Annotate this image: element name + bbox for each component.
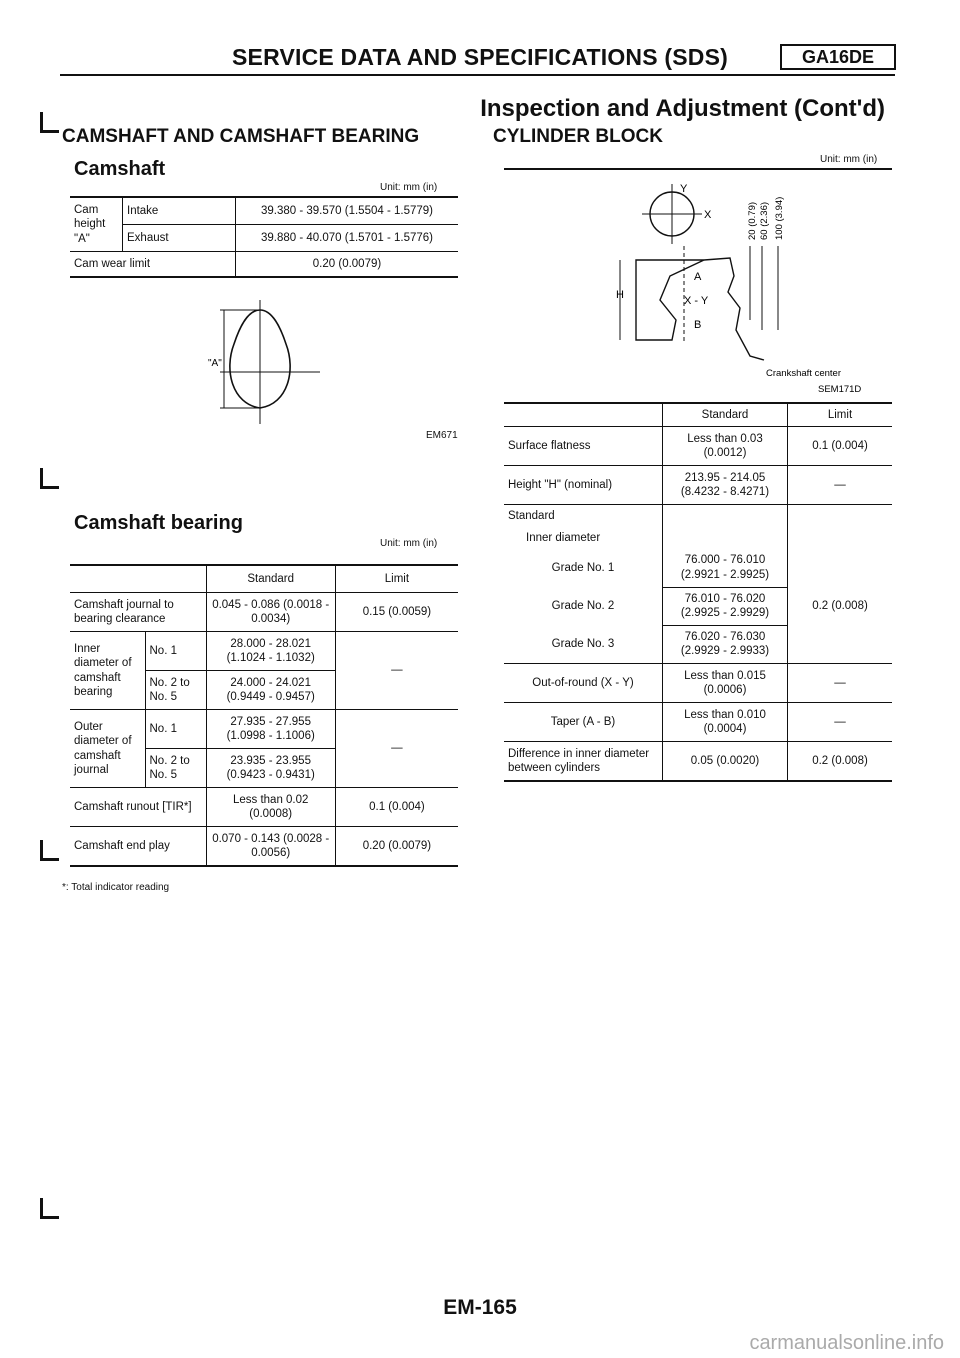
camshaft-title: Camshaft bbox=[74, 158, 166, 180]
grade2-label: Grade No. 2 bbox=[551, 599, 615, 612]
block-col-standard: Standard bbox=[663, 403, 788, 427]
label-crankshaft-center: Crankshaft center bbox=[766, 368, 841, 379]
out-of-round-std: Less than 0.015 (0.0006) bbox=[663, 664, 788, 703]
endplay-std: 0.070 - 0.143 (0.0028 - 0.0056) bbox=[206, 827, 335, 867]
endplay-limit: 0.20 (0.0079) bbox=[335, 827, 458, 867]
outer-limit: — bbox=[335, 710, 458, 788]
corner-mark bbox=[40, 840, 59, 861]
outer-no2-std: 23.935 - 23.955 (0.9423 - 0.9431) bbox=[206, 749, 335, 788]
wear-value: 0.20 (0.0079) bbox=[236, 252, 459, 278]
wear-label: Cam wear limit bbox=[74, 257, 151, 270]
header-rule bbox=[60, 74, 895, 76]
grade-limit: 0.2 (0.008) bbox=[788, 549, 893, 664]
corner-mark bbox=[40, 1198, 59, 1219]
outer-diam-label: Outer diameter of camshaft journal bbox=[70, 710, 145, 788]
runout-label: Camshaft runout [TIR*] bbox=[74, 800, 192, 813]
inner-limit: — bbox=[335, 632, 458, 710]
corner-mark bbox=[40, 468, 59, 489]
taper-limit: — bbox=[788, 703, 893, 742]
inner-diam-label: Inner diameter of camshaft bearing bbox=[70, 632, 145, 710]
grade3-label: Grade No. 3 bbox=[551, 637, 615, 650]
out-of-round-label: Out-of-round (X - Y) bbox=[532, 676, 634, 689]
page-number: EM-165 bbox=[443, 1296, 517, 1319]
flatness-std: Less than 0.03 (0.0012) bbox=[663, 427, 788, 466]
footnote: *: Total indicator reading bbox=[62, 882, 170, 893]
figure-code: SEM171D bbox=[818, 384, 862, 395]
page-subtitle: Inspection and Adjustment (Cont'd) bbox=[480, 95, 885, 122]
section-title-camshaft: CAMSHAFT AND CAMSHAFT BEARING bbox=[62, 126, 420, 147]
bore-wall bbox=[704, 258, 764, 360]
runout-limit: 0.1 (0.004) bbox=[335, 788, 458, 827]
height-label: Height "H" (nominal) bbox=[508, 478, 613, 491]
inner-no1-label: No. 1 bbox=[145, 632, 206, 671]
page-header-title: SERVICE DATA AND SPECIFICATIONS (SDS) bbox=[232, 44, 728, 70]
flatness-limit: 0.1 (0.004) bbox=[788, 427, 893, 466]
cylinder-block-diagram bbox=[600, 180, 900, 395]
bearing-col-limit: Limit bbox=[335, 565, 458, 593]
endplay-label: Camshaft end play bbox=[74, 839, 170, 852]
cylinder-block-table bbox=[504, 402, 892, 782]
watermark: carmanualsonline.info bbox=[749, 1332, 944, 1354]
intake-value: 39.380 - 39.570 (1.5504 - 1.5779) bbox=[236, 197, 459, 225]
camshaft-unit: Unit: mm (in) bbox=[380, 182, 438, 193]
label-h: H bbox=[616, 289, 624, 301]
grade1-label: Grade No. 1 bbox=[551, 561, 615, 574]
exhaust-value: 39.880 - 40.070 (1.5701 - 1.5776) bbox=[236, 225, 459, 252]
label-y: Y bbox=[680, 183, 688, 195]
taper-std: Less than 0.010 (0.0004) bbox=[663, 703, 788, 742]
grade3-std: 76.020 - 76.030 (2.9929 - 2.9933) bbox=[663, 625, 788, 664]
journal-std: 0.045 - 0.086 (0.0018 - 0.0034) bbox=[206, 593, 335, 632]
journal-label: Camshaft journal to bearing clearance bbox=[74, 598, 174, 625]
bearing-table bbox=[70, 564, 458, 867]
outer-no1-std: 27.935 - 27.955 (1.0998 - 1.1006) bbox=[206, 710, 335, 749]
cam-a-label: "A" bbox=[208, 358, 222, 369]
intake-label: Intake bbox=[123, 197, 236, 225]
label-a: A bbox=[694, 271, 702, 283]
grade1-std: 76.000 - 76.010 (2.9921 - 2.9925) bbox=[663, 549, 788, 587]
out-of-round-limit: — bbox=[788, 664, 893, 703]
difference-std: 0.05 (0.0020) bbox=[663, 742, 788, 782]
outer-no2-label: No. 2 to No. 5 bbox=[145, 749, 206, 788]
difference-label: Difference in inner diameter between cylinders bbox=[508, 747, 650, 774]
dim-60: 60 (2.36) bbox=[759, 201, 770, 240]
runout-std: Less than 0.02 (0.0008) bbox=[206, 788, 335, 827]
height-limit: — bbox=[788, 466, 893, 505]
block-col-limit: Limit bbox=[788, 403, 893, 427]
cam-lobe-diagram bbox=[190, 296, 340, 426]
label-b: B bbox=[694, 319, 702, 331]
label-xy: X - Y bbox=[684, 295, 709, 307]
flatness-label: Surface flatness bbox=[508, 439, 591, 452]
bearing-title: Camshaft bearing bbox=[74, 512, 243, 534]
exhaust-label: Exhaust bbox=[123, 225, 236, 252]
cam-height-label: Cam height "A" bbox=[74, 203, 106, 245]
section-title-cylinder-block: CYLINDER BLOCK bbox=[493, 126, 663, 147]
camshaft-table bbox=[70, 196, 458, 278]
outer-no1-label: No. 1 bbox=[145, 710, 206, 749]
standard-label: Standard bbox=[508, 509, 555, 522]
grade2-std: 76.010 - 76.020 (2.9925 - 2.9929) bbox=[663, 587, 788, 625]
dim-100: 100 (3.94) bbox=[774, 196, 785, 240]
taper-label: Taper (A - B) bbox=[550, 715, 616, 728]
height-std: 213.95 - 214.05 (8.4232 - 8.4271) bbox=[663, 466, 788, 505]
dim-20: 20 (0.79) bbox=[747, 201, 758, 240]
block-unit: Unit: mm (in) bbox=[820, 154, 878, 165]
camshaft-figure-code: EM671 bbox=[426, 430, 458, 441]
label-x: X bbox=[704, 209, 712, 221]
inner-diameter-label: Inner diameter bbox=[526, 531, 601, 544]
engine-badge: GA16DE bbox=[780, 44, 896, 70]
difference-limit: 0.2 (0.008) bbox=[788, 742, 893, 782]
corner-mark bbox=[40, 112, 59, 133]
bearing-unit: Unit: mm (in) bbox=[380, 538, 438, 549]
inner-no2-label: No. 2 to No. 5 bbox=[145, 671, 206, 710]
journal-limit: 0.15 (0.0059) bbox=[335, 593, 458, 632]
inner-no1-std: 28.000 - 28.021 (1.1024 - 1.1032) bbox=[206, 632, 335, 671]
block-rule bbox=[504, 168, 892, 170]
bearing-col-standard: Standard bbox=[206, 565, 335, 593]
inner-no2-std: 24.000 - 24.021 (0.9449 - 0.9457) bbox=[206, 671, 335, 710]
